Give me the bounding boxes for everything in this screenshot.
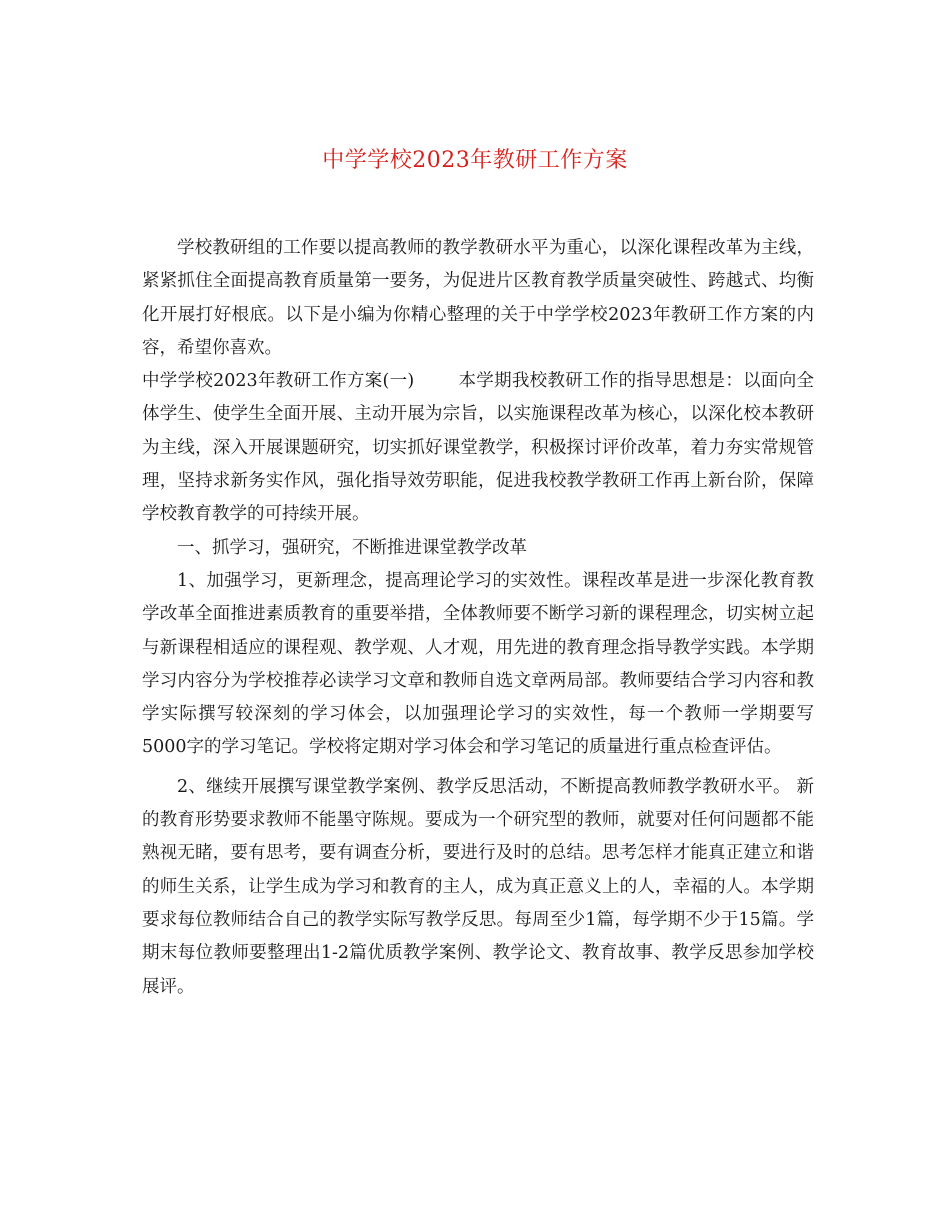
section-heading: 中学学校2023年教研工作方案(一) bbox=[142, 371, 415, 392]
section-paragraph bbox=[142, 365, 814, 531]
intro-paragraph: 学校教研组的工作要以提高教师的教学教研水平为重心，以深化课程改革为主线，紧紧抓住全面提高教育质量第一要务，为促进片区教育教学质量突破性、跨越式、均衡化开展打好根底。以下是小编为你精心整理的关于中学学校2023年教研工作方案的内容，希望你喜欢。 bbox=[142, 238, 814, 358]
part1-heading: 一、抓学习，强研究，不断推进课堂教学改革 bbox=[177, 537, 527, 558]
document-body bbox=[142, 232, 814, 1004]
item1-paragraph: 1、加强学习，更新理念，提高理论学习的实效性。课程改革是进一步深化教育教学改革全面推进素质教育的重要举措，全体教师要不断学习新的课程理念，切实树立起与新课程相适应的课程观、教学观、人才观，用先进的教育理念指导教学实践。本学期学习内容分为学校推荐必读学习文章和教师自选文章两局部。教师要结合学习内容和教学实际撰写较深刻的学习体会，以加强理论学习的实效性，每一个教师一学期要写5000字的学习笔记。学校将定期对学习体会和学习笔记的质量进行重点检查评估。 bbox=[142, 570, 814, 758]
item2-paragraph: 2、继续开展撰写课堂教学案例、教学反思活动，不断提高教师教学教研水平。 新的教育形势要求教师不能墨守陈规。要成为一个研究型的教师，就要对任何问题都不能熟视无睹，要有思考，要有调查分析，要进行及时的总结。思考怎样才能真正建立和谐的师生关系，让学生成为学习和教育的主人，成为真正意义上的人，幸福的人。本学期要求每位教师结合自己的教学实际写教学反思。每周至少1篇，每学期不少于15篇。学期末每位教师要整理出1-2篇优质教学案例、教学论文、教育故事、教学反思参加学校展评。 bbox=[142, 776, 814, 997]
document-title: 中学学校2023年教研工作方案 bbox=[322, 148, 628, 173]
guiding-thought: 本学期我校教研工作的指导思想是：以面向全体学生、使学生全面开展、主动开展为宗旨，以实施课程改革为核心，以深化校本教研为主线，深入开展课题研究，切实抓好课堂教学，积极探讨评价改革，着力夯实常规管理，坚持求新务实作风，强化指导效劳职能，促进我校教学教研工作再上新台阶，保障学校教育教学的可持续开展。 bbox=[142, 371, 814, 525]
